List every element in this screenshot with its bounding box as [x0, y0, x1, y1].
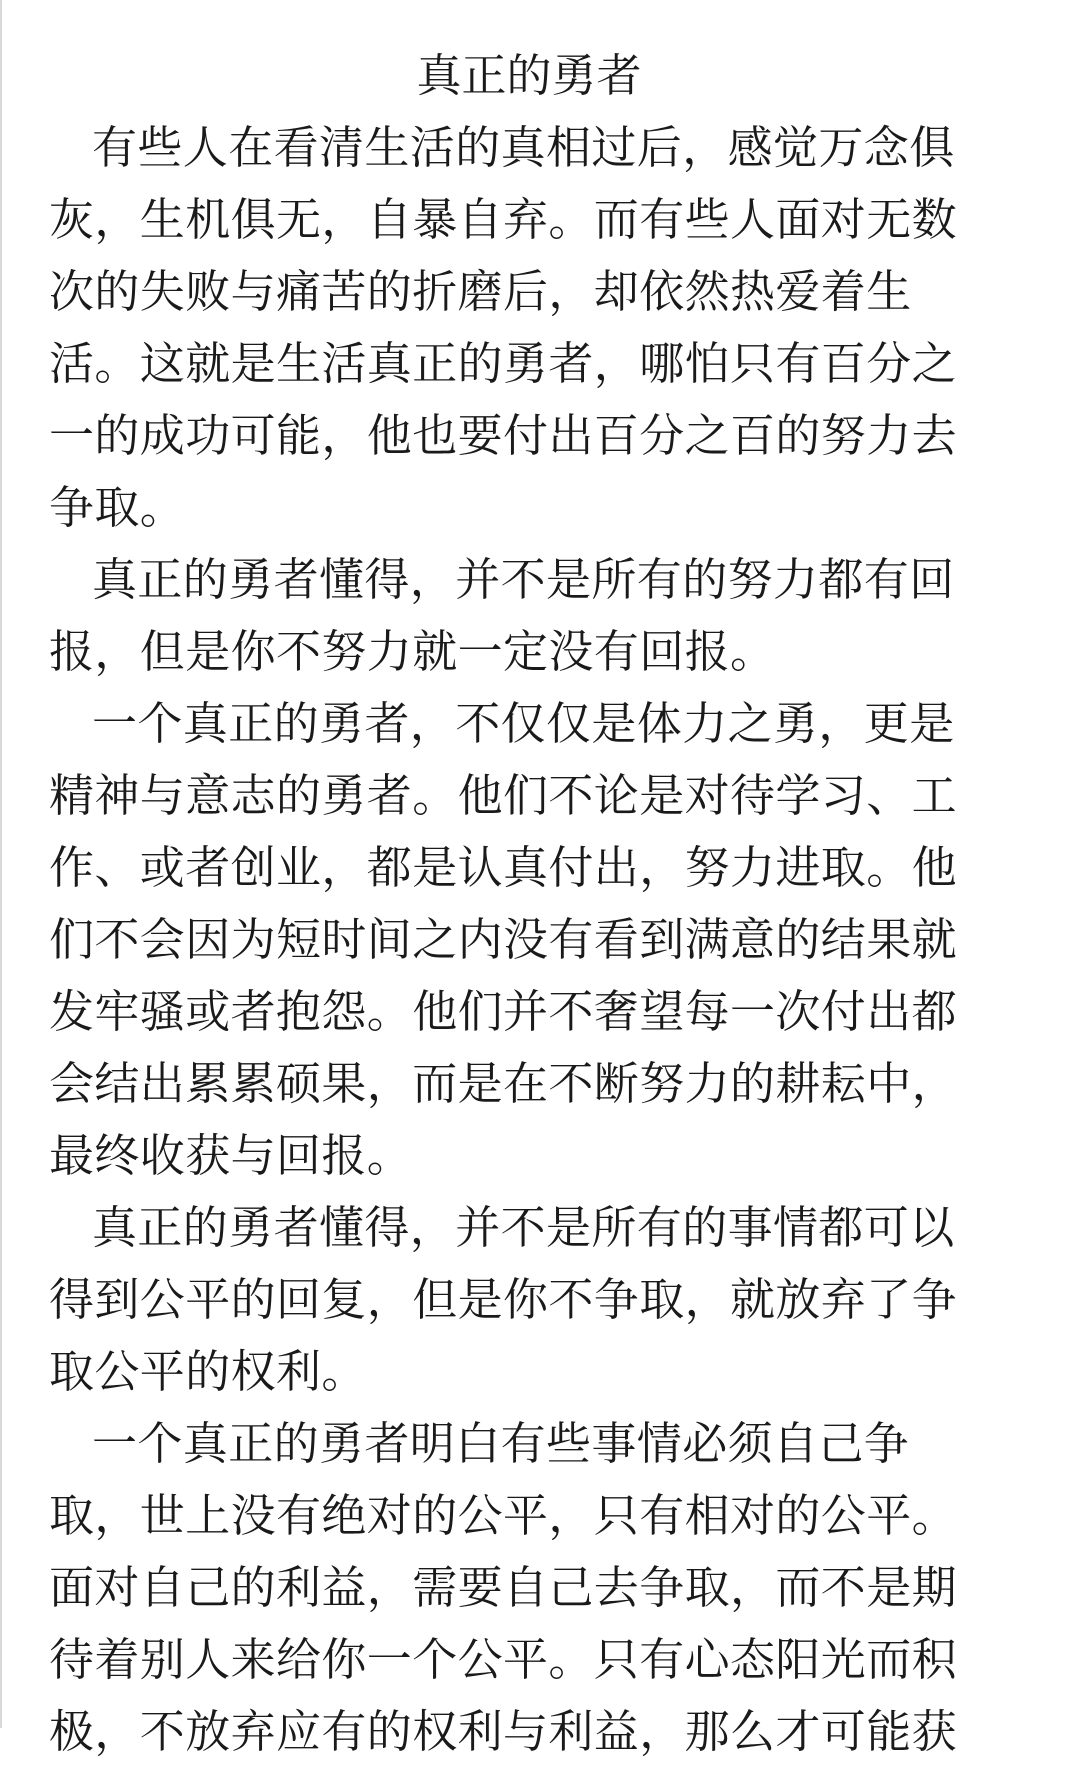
text-line: 最终收获与回报。 [49, 1129, 413, 1182]
text-line: 们不会因为短时间之内没有看到满意的结果就 [49, 913, 958, 966]
text-line: 次的失败与痛苦的折磨后，却依然热爱着生 [49, 265, 912, 318]
text-line: 灰，生机俱无，自暴自弃。而有些人面对无数 [49, 193, 958, 246]
text-line: 有些人在看清生活的真相过后，感觉万念俱 [92, 121, 955, 174]
text-line: 极，不放弃应有的权利与利益，那么才可能获 [49, 1705, 958, 1758]
text-line: 一个真正的勇者，不仅仅是体力之勇，更是 [92, 697, 955, 750]
text-line: 精神与意志的勇者。他们不论是对待学习、工 [49, 769, 958, 822]
text-line: 一个真正的勇者明白有些事情必须自己争 [92, 1417, 910, 1470]
text-line: 取，世上没有绝对的公平，只有相对的公平。 [49, 1489, 958, 1542]
text-line: 争取。 [49, 481, 186, 534]
text-line: 面对自己的利益，需要自己去争取，而不是期 [49, 1561, 958, 1614]
article-title: 真正的勇者 [416, 49, 642, 102]
text-line: 待着别人来给你一个公平。只有心态阳光而积 [49, 1633, 958, 1686]
text-line: 会结出累累硕果，而是在不断努力的耕耘中， [49, 1057, 958, 1110]
text-line: 得到公平的回复，但是你不争取，就放弃了争 [49, 1273, 958, 1326]
article [49, 40, 1009, 1768]
page-edge-rule [0, 0, 2, 1728]
article-body [49, 112, 1009, 1768]
text-line: 活。这就是生活真正的勇者，哪怕只有百分之 [49, 337, 958, 390]
text-line: 真正的勇者懂得，并不是所有的事情都可以 [92, 1201, 955, 1254]
text-line: 取公平的权利。 [49, 1345, 367, 1398]
text-line: 一的成功可能，他也要付出百分之百的努力去 [49, 409, 958, 462]
text-line: 发牢骚或者抱怨。他们并不奢望每一次付出都 [49, 985, 958, 1038]
text-line: 报，但是你不努力就一定没有回报。 [49, 625, 776, 678]
text-line: 作、或者创业，都是认真付出，努力进取。他 [49, 841, 958, 894]
text-line: 真正的勇者懂得，并不是所有的努力都有回 [92, 553, 955, 606]
